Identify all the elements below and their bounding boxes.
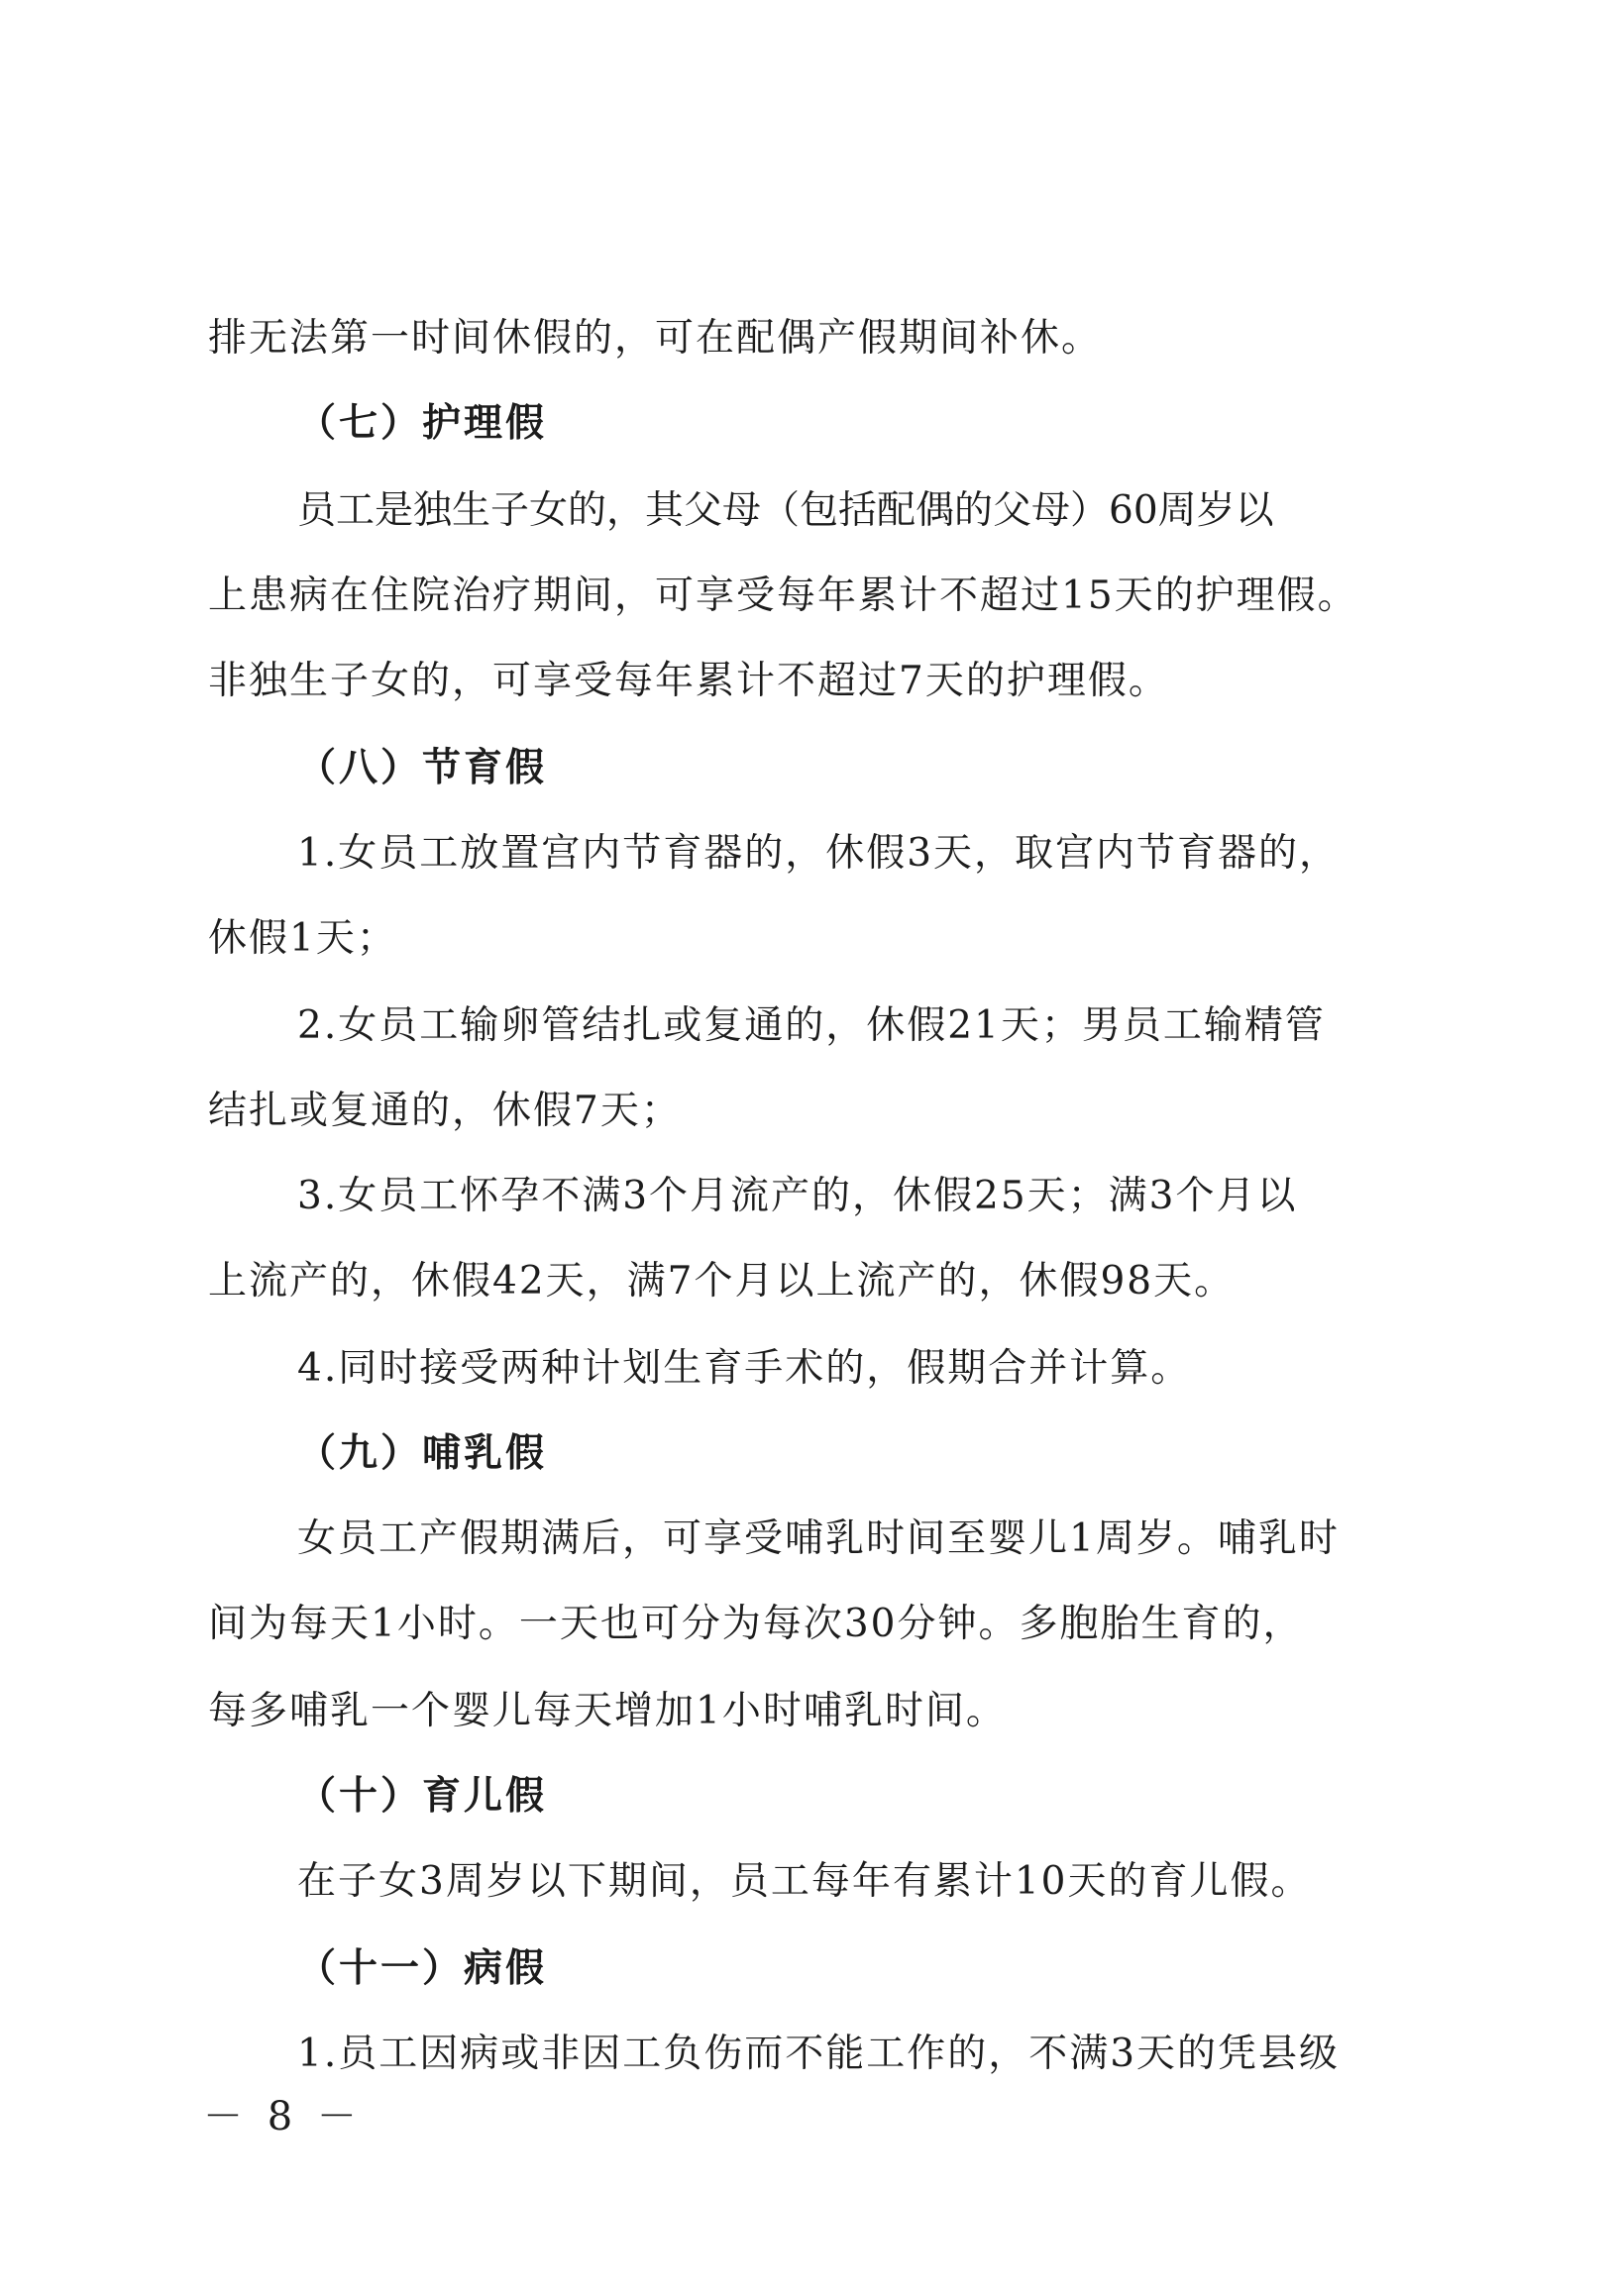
body-line: 女员工产假期满后，可享受哺乳时间至婴儿1周岁。哺乳时 (297, 1516, 1340, 1561)
section-heading-sick-leave: （十一）病假 (297, 1946, 548, 1991)
body-line-text: 员工是独生子女的，其父母（包括配偶的父母）60周岁以 (297, 488, 1274, 533)
body-line: 休假1天； (208, 916, 397, 961)
body-line: 1.员工因病或非因工负伤而不能工作的，不满3天的凭县级 (297, 2032, 1341, 2076)
body-line: 4.同时接受两种计划生育手术的，假期合并计算。 (297, 1346, 1192, 1391)
body-line: 结扎或复通的，休假7天； (208, 1089, 682, 1133)
body-line: 在子女3周岁以下期间，员工每年有累计10天的育儿假。 (297, 1859, 1312, 1904)
body-line: 上患病在住院治疗期间，可享受每年累计不超过15天的护理假。 (208, 574, 1358, 618)
body-line: 3.女员工怀孕不满3个月流产的，休假25天；满3个月以 (297, 1174, 1298, 1218)
page-number: － 8 － (203, 2094, 363, 2139)
body-line: 1.女员工放置宫内节育器的，休假3天，取宫内节育器的， (297, 831, 1341, 876)
body-line: 间为每天1小时。一天也可分为每次30分钟。多胞胎生育的， (208, 1602, 1304, 1646)
body-line: 非独生子女的，可享受每年累计不超过7天的护理假。 (208, 659, 1169, 703)
body-line: 每多哺乳一个婴儿每天增加1小时哺乳时间。 (208, 1689, 1007, 1733)
section-heading-breastfeeding-leave: （九）哺乳假 (297, 1431, 548, 1476)
section-heading-birth-control-leave: （八）节育假 (297, 746, 548, 790)
body-line: 排无法第一时间休假的，可在配偶产假期间补休。 (208, 316, 1103, 361)
body-line: 上流产的，休假42天，满7个月以上流产的，休假98天。 (208, 1259, 1236, 1304)
section-heading-childcare-leave: （十）育儿假 (297, 1774, 548, 1819)
body-line (297, 481, 1427, 541)
section-heading-nursing-leave: （七）护理假 (297, 401, 548, 446)
body-line: 2.女员工输卵管结扎或复通的，休假21天；男员工输精管 (297, 1003, 1326, 1048)
